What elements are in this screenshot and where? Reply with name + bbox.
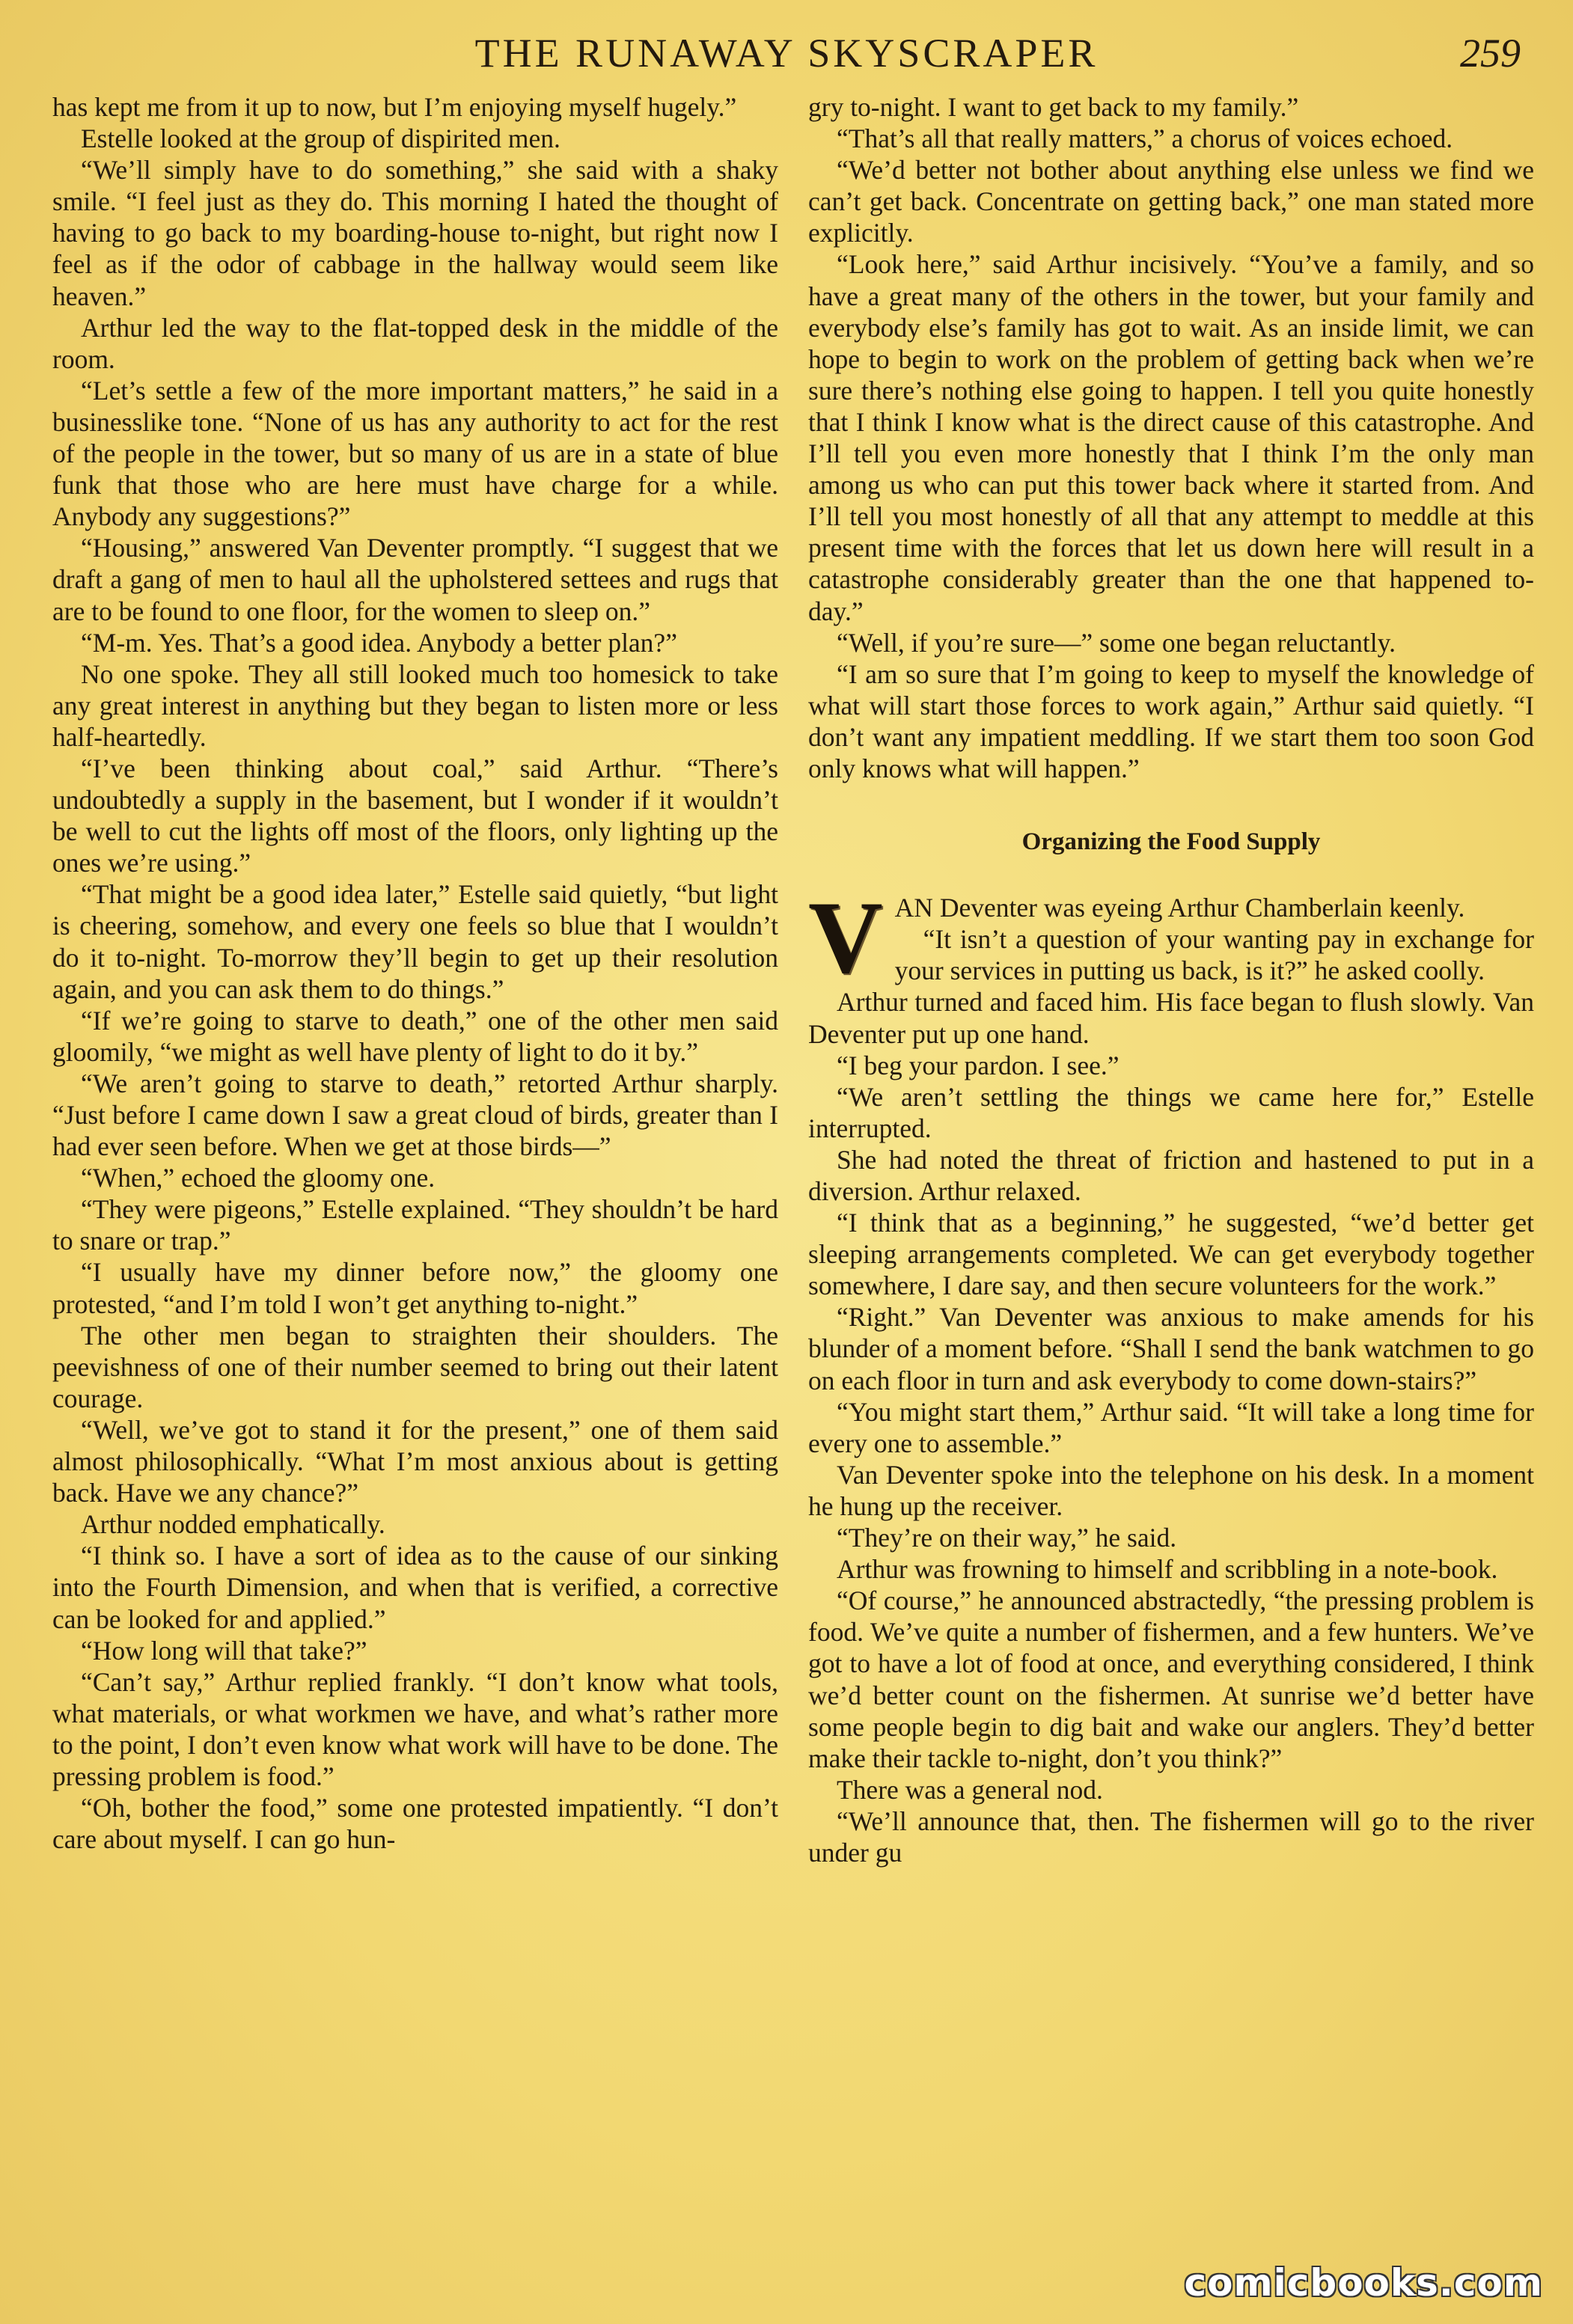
paragraph: Arthur led the way to the flat-topped desk in the middle of the room.: [52, 312, 778, 374]
paragraph: “We aren’t settling the things we came here for,” Estelle interrupted.: [808, 1081, 1534, 1143]
right-column: [808, 91, 1534, 1868]
paragraph: “That might be a good idea later,” Estelle said quietly, “but light is cheering, somehow, and every one feels so blue that I wouldn’t do it to-night. To-morrow they’ll begin to get up their resolution again, and you can ask them to do things.”: [52, 879, 778, 1004]
paragraph: “You might start them,” Arthur said. “It will take a long time for every one to assemble.”: [808, 1396, 1534, 1458]
watermark-logo: comicbooks.com: [1184, 2261, 1543, 2305]
right-column-bottom: [808, 923, 1534, 1868]
paragraph: “I usually have my dinner before now,” the gloomy one protested, “and I’m told I won’t get anything to-night.”: [52, 1257, 778, 1319]
paragraph: “They were pigeons,” Estelle explained. “They shouldn’t be hard to snare or trap.”: [52, 1194, 778, 1256]
paragraph: “Housing,” answered Van Deventer promptly. “I suggest that we draft a gang of men to haul all the upholstered settees and rugs that are to be found to one floor, for the women to sleep on.”: [52, 533, 778, 626]
drop-cap-letter: V: [808, 880, 883, 995]
paragraph: “It isn’t a question of your wanting pay in exchange for your services in putting us back, is it?” he asked coolly.: [894, 924, 1534, 986]
paragraph: Van Deventer spoke into the telephone on his desk. In a moment he hung up the receiver.: [808, 1459, 1534, 1521]
paragraph: “We’ll simply have to do something,” she said with a shaky smile. “I feel just as they do. This morning I hated the thought of having to go back to my boarding-house to-night, but right now I feel as if the odor of cabbage in the hallway would seem like heaven.”: [52, 155, 778, 311]
paragraph: “Oh, bother the food,” some one protested impatiently. “I don’t care about myself. I can go hun-: [52, 1793, 778, 1855]
paragraph: “How long will that take?”: [81, 1635, 367, 1666]
paragraph: “If we’re going to starve to death,” one of the other men said gloomily, “we might as well have plenty of light to do it by.”: [52, 1005, 778, 1067]
dropcap-paragraph-text: AN Deventer was eyeing Arthur Chamberlain keenly.: [894, 893, 1465, 923]
paragraph: Estelle looked at the group of dispirited men.: [81, 123, 561, 154]
paragraph: The other men began to straighten their shoulders. The peevishness of one of their number seemed to bring out their latent courage.: [52, 1320, 778, 1413]
paragraph: “We aren’t going to starve to death,” retorted Arthur sharply. “Just before I came down I saw a great cloud of birds, greater than I had ever seen before. When we get at those birds—”: [52, 1068, 778, 1162]
paragraph: “Let’s settle a few of the more important matters,” he said in a businesslike tone. “None of us has any authority to act for the rest of the people in the tower, but so many of us are in a state of blue funk that those who are here must have charge for a while. Anybody any suggestions?”: [52, 375, 778, 532]
running-title: THE RUNAWAY SKYSCRAPER: [474, 31, 1099, 76]
paragraph: “They’re on their way,” he said.: [837, 1523, 1177, 1553]
paragraph: “Of course,” he announced abstractedly, “the pressing problem is food. We’ve quite a number of fishermen, and a few hunters. We’ve got to have a lot of food at once, and everything considered, I think we’d better count on the fishermen. At sunrise we’d better have some people begin to dig bait and wake our anglers. They’d better make their tackle to-night, don’t you think?”: [808, 1585, 1534, 1773]
paragraph: “I think so. I have a sort of idea as to the cause of our sinking into the Fourth Dimension, and when that is verified, a corrective can be looked for and applied.”: [52, 1541, 778, 1634]
paragraph: She had noted the threat of friction and hastened to put in a diversion. Arthur relaxed.: [808, 1144, 1534, 1206]
paragraph: “I beg your pardon. I see.”: [837, 1050, 1120, 1080]
paragraph: “That’s all that really matters,” a chorus of voices echoed.: [837, 123, 1453, 154]
paragraph: Arthur was frowning to himself and scribbling in a note-book.: [837, 1554, 1498, 1585]
paragraph: Arthur turned and faced him. His face began to flush slowly. Van Deventer put up one hand.: [808, 987, 1534, 1049]
paragraph: Arthur nodded emphatically.: [81, 1509, 385, 1540]
paragraph: “I’ve been thinking about coal,” said Arthur. “There’s undoubtedly a supply in the basement, but I wonder if it wouldn’t be well to cut the lights off most of the floors, only lighting up the ones we’re using.”: [52, 753, 778, 878]
paragraph: “I am so sure that I’m going to keep to myself the knowledge of what will start those forces to work again,” Arthur said quietly. “I don’t want any impatient meddling. If we start them too soon God only knows what will happen.”: [808, 658, 1534, 783]
paragraph: has kept me from it up to now, but I’m enjoying myself hugely.”: [52, 92, 737, 122]
page-number: 259: [1460, 31, 1521, 76]
paragraph: “When,” echoed the gloomy one.: [81, 1163, 436, 1193]
paragraph: There was a general nod.: [837, 1774, 1103, 1805]
left-column: [52, 91, 778, 1855]
right-column-top: [808, 91, 1534, 784]
paragraph: “Right.” Van Deventer was anxious to make amends for his blunder of a moment before. “Shall I send the bank watchmen to go on each floor in turn and ask everybody to come down-stairs?”: [808, 1302, 1534, 1395]
paragraph: “M-m. Yes. That’s a good idea. Anybody a better plan?”: [81, 627, 677, 658]
paragraph: “Look here,” said Arthur incisively. “You’ve a family, and so have a great many of the others in the tower, but your family and everybody else’s family has got to wait. As an inside limit, we can hope to begin to work on the problem of getting back when we’re sure there’s nothing else going to happen. I tell you quite honestly that I think I know what is the direct cause of this catastrophe. And I’ll tell you even more honestly that I think I’m the only man among us who can put this tower back where it started from. And I’ll tell you most honestly of all that any attempt to meddle at this present time with the forces that let us down here will result in a catastrophe considerably greater than the one that happened to-day.”: [808, 249, 1534, 626]
paragraph: “We’ll announce that, then. The fishermen will go to the river under gu: [808, 1805, 1534, 1868]
paragraph: “Can’t say,” Arthur replied frankly. “I don’t know what tools, what materials, or what workmen we have, and what’s rather more to the point, I don’t even know what work will have to be done. The pressing problem is food.”: [52, 1666, 778, 1791]
paragraph: “Well, we’ve got to stand it for the present,” one of them said almost philosophically. “What I’m most anxious about is getting back. Have we any chance?”: [52, 1414, 778, 1508]
paragraph: gry to-night. I want to get back to my family.”: [808, 92, 1299, 122]
paragraph: No one spoke. They all still looked much too homesick to take any great interest in anything but they began to listen more or less half-heartedly.: [52, 658, 778, 752]
section-heading: Organizing the Food Supply: [1021, 828, 1321, 856]
page-header: [0, 27, 1573, 79]
paragraph: “Well, if you’re sure—” some one began reluctantly.: [837, 627, 1396, 658]
paragraph: “We’d better not bother about anything else unless we find we can’t get back. Concentrate on getting back,” one man stated more explicitly.: [808, 155, 1534, 248]
paragraph: “I think that as a beginning,” he suggested, “we’d better get sleeping arrangements completed. We can get everybody together somewhere, I dare say, and then secure volunteers for the work.”: [808, 1208, 1534, 1301]
